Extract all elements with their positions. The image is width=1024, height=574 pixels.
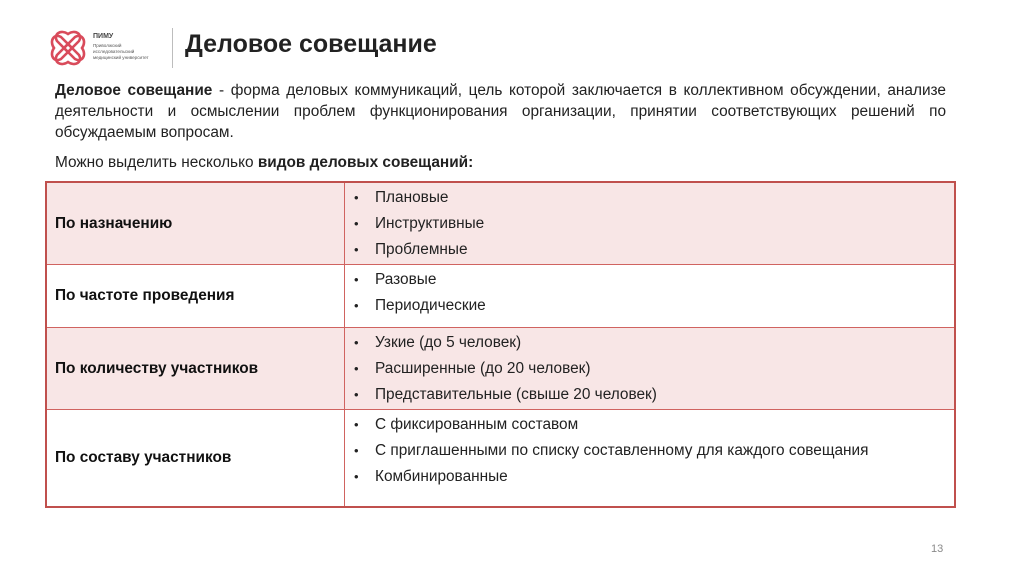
bullet-icon: • bbox=[354, 190, 359, 205]
list-item: • Плановые bbox=[354, 189, 449, 206]
table-row bbox=[46, 182, 955, 265]
logo bbox=[48, 28, 178, 70]
list-item: • Расширенные (до 20 человек) bbox=[354, 360, 591, 377]
bullet-icon: • bbox=[354, 272, 359, 287]
list-item: • Узкие (до 5 человек) bbox=[354, 334, 522, 351]
bullet-icon: • bbox=[354, 361, 359, 376]
list-item: • Проблемные bbox=[354, 241, 468, 258]
logo-subtitle: Приволжский исследовательский медицинский университет bbox=[93, 43, 149, 60]
row-items bbox=[345, 328, 956, 410]
list-item: • С приглашенными по списку составленному для каждого совещания bbox=[354, 442, 869, 459]
bullet-icon: • bbox=[354, 417, 359, 432]
lead-prefix: Можно выделить несколько bbox=[55, 154, 258, 171]
row-items bbox=[345, 265, 956, 328]
page-number: 13 bbox=[931, 543, 944, 555]
intro-term: Деловое совещание bbox=[55, 82, 213, 99]
intro-definition: - форма деловых коммуникаций, цель которой заключается в коллективном обсуждении, анализе деятельности и осмыслении проблем функционирования организации, принятии соответствующих решений по обсуждаемым вопросам. bbox=[55, 82, 946, 141]
list-item: • Представительные (свыше 20 человек) bbox=[354, 386, 657, 403]
meeting-types-table bbox=[45, 181, 956, 508]
bullet-icon: • bbox=[354, 443, 359, 458]
bullet-icon: • bbox=[354, 216, 359, 231]
bullet-icon: • bbox=[354, 242, 359, 257]
logo-name: ПИМУ bbox=[93, 33, 114, 40]
row-category: По частоте проведения bbox=[46, 265, 345, 328]
lead-sentence bbox=[55, 152, 473, 173]
bullet-icon: • bbox=[354, 298, 359, 313]
list-item: • Комбинированные bbox=[354, 468, 508, 485]
list-item: • Разовые bbox=[354, 271, 437, 288]
header-divider bbox=[172, 28, 173, 68]
table-row bbox=[46, 265, 955, 328]
bullet-icon: • bbox=[354, 469, 359, 484]
list-item: • Инструктивные bbox=[354, 215, 485, 232]
row-category: По количеству участников bbox=[46, 328, 345, 410]
page-title: Деловое совещание bbox=[185, 30, 437, 58]
list-item: • Периодические bbox=[354, 297, 486, 314]
row-items bbox=[345, 410, 956, 508]
intro-paragraph bbox=[55, 80, 946, 143]
table-row bbox=[46, 328, 955, 410]
row-items bbox=[345, 182, 956, 265]
row-category: По составу участников bbox=[46, 410, 345, 508]
pimu-logo-icon bbox=[48, 28, 88, 68]
list-item: • С фиксированным составом bbox=[354, 416, 579, 433]
row-category: По назначению bbox=[46, 182, 345, 265]
lead-emphasis: видов деловых совещаний: bbox=[257, 154, 474, 171]
bullet-icon: • bbox=[354, 387, 359, 402]
bullet-icon: • bbox=[354, 335, 359, 350]
table-row bbox=[46, 410, 955, 508]
